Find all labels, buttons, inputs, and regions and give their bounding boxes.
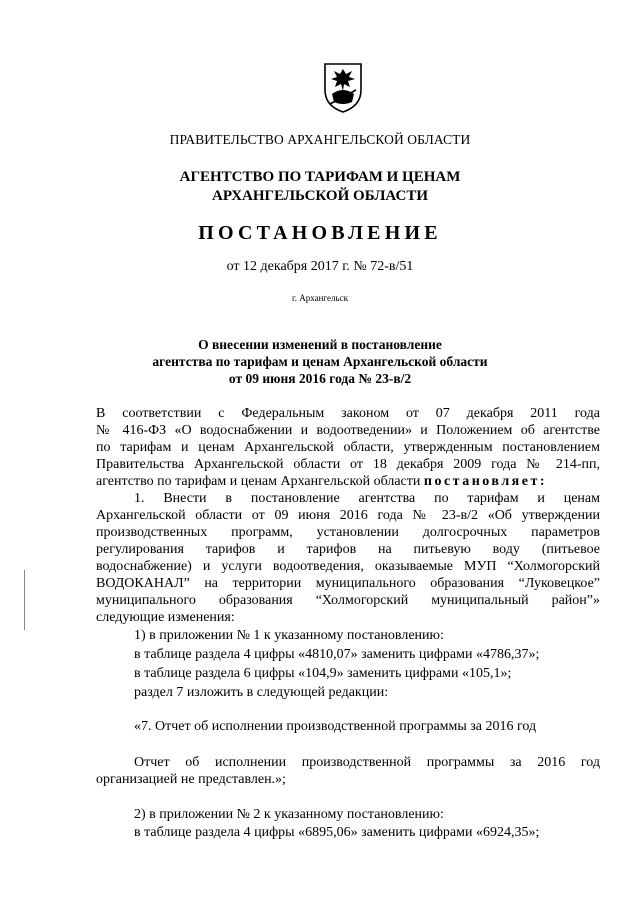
resolution-verb: постановляет: <box>423 474 547 489</box>
section7-title: «7. Отчет об исполнении производственной программы за 2016 год <box>134 719 537 734</box>
body-line: Правительства Архангельской области от 18 декабря 2009 года № 214-пп, <box>96 457 600 472</box>
subject-line1: О внесении изменений в постановление <box>198 337 442 352</box>
body-line: по тарифам и ценам Архангельской области, утвержденным постановлением <box>96 440 600 455</box>
body-line: производственных программ, установлении долгосрочных параметров <box>96 525 600 540</box>
body-line: ВОДОКАНАЛ” на территории муниципального образования “Луковецкое” <box>96 576 600 591</box>
body-line: организацией не представлен.»; <box>96 772 286 787</box>
agency-name-line2: АРХАНГЕЛЬСКОЙ ОБЛАСТИ <box>212 188 428 204</box>
resolution-prefix: агентство по тарифам и ценам Архангельской области <box>96 474 424 489</box>
agency-name-line1: АГЕНТСТВО ПО ТАРИФАМ И ЦЕНАМ <box>179 169 461 185</box>
body-line: регулирования тарифов и тарифов на питьевую воду (питьевое <box>96 542 600 557</box>
subject-line3: от 09 июня 2016 года № 23-в/2 <box>228 371 412 386</box>
body-line <box>96 473 547 490</box>
list-item: 1) в приложении № 1 к указанному постановлению: <box>134 628 444 643</box>
document-date-number: от 12 декабря 2017 г. № 72-в/51 <box>226 259 414 274</box>
body-line: В соответствии с Федеральным законом от 07 декабря 2011 года <box>96 406 600 421</box>
list-item: раздел 7 изложить в следующей редакции: <box>134 685 389 700</box>
document-city: г. Архангельск <box>292 293 348 303</box>
margin-mark <box>24 570 25 630</box>
body-line: водоснабжение) и услуги водоотведения, оказываемые МУП “Холмогорский <box>96 559 600 574</box>
subject-line2: агентства по тарифам и ценам Архангельской области <box>152 354 488 369</box>
list-item: в таблице раздела 6 цифры «104,9» заменить цифрами «105,1»; <box>134 666 512 681</box>
body-line: муниципального образования “Холмогорский муниципальный район”» <box>96 593 600 608</box>
body-line: 1. Внести в постановление агентства по тарифам и ценам <box>134 491 600 506</box>
body-line: № 416-ФЗ «О водоснабжении и водоотведении» и Положением об агентстве <box>96 423 600 438</box>
body-line: следующие изменения: <box>96 610 235 625</box>
body-line: Отчет об исполнении производственной программы за 2016 год <box>134 755 600 770</box>
government-name: ПРАВИТЕЛЬСТВО АРХАНГЕЛЬСКОЙ ОБЛАСТИ <box>169 132 471 147</box>
document-type: ПОСТАНОВЛЕНИЕ <box>198 222 442 244</box>
coat-of-arms-emblem-icon <box>322 60 364 114</box>
document-subject <box>0 336 640 387</box>
body-line: Архангельской области от 09 июня 2016 года № 23-в/2 «Об утверждении <box>96 508 600 523</box>
list-item: в таблице раздела 4 цифры «4810,07» заменить цифрами «4786,37»; <box>134 647 540 662</box>
list-item: 2) в приложении № 2 к указанному постановлению: <box>134 807 444 822</box>
agency-name <box>0 168 640 206</box>
list-item: в таблице раздела 4 цифры «6895,06» заменить цифрами «6924,35»; <box>134 825 540 840</box>
